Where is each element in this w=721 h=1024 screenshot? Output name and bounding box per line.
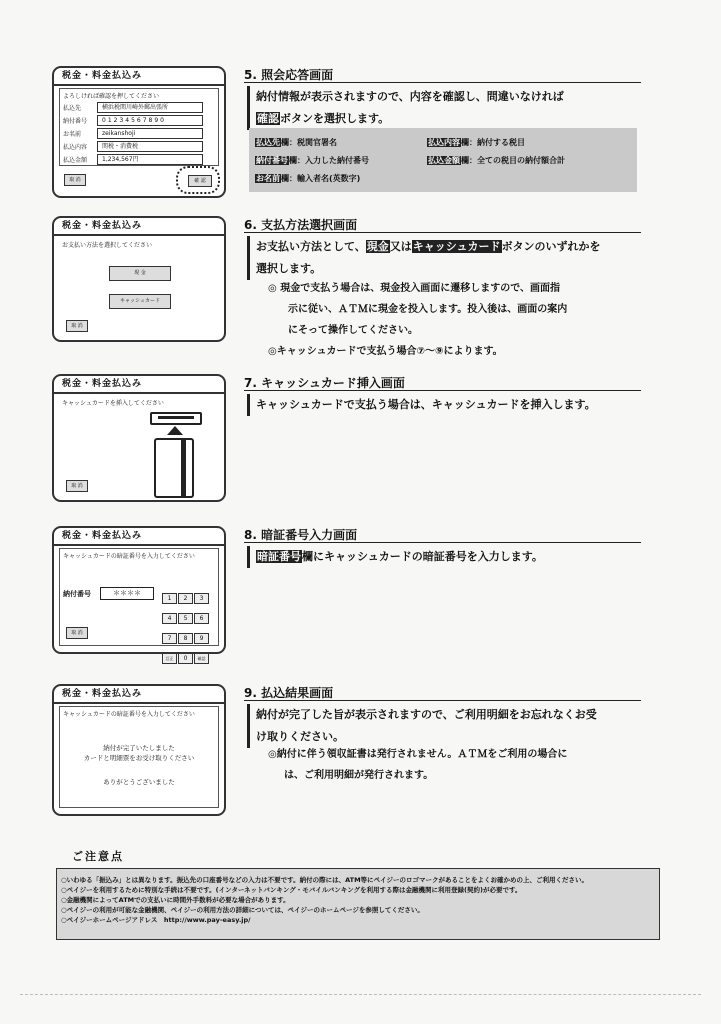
legend-content: 払込内容欄：納付する税目: [428, 138, 525, 147]
atm-caption: キャッシュカードの暗証番号を入力してください: [63, 711, 195, 718]
atm-screen-body: [59, 706, 219, 808]
pin-input[interactable]: ＊＊＊＊: [100, 587, 154, 600]
section-8-heading: 8. 暗証番号入力画面: [244, 528, 358, 542]
legend-amount: 払込金額欄：全ての税目の納付額合計: [428, 156, 565, 165]
caution-line: ○ペイジーホームページアドレス http://www.pay-easy.jp/: [61, 916, 251, 924]
caution-line: ○ペイジーの利用が可能な金融機関、ペイジーの利用方法の詳細については、ペイジーのホームページを参照してください。: [61, 906, 424, 914]
section-7-text: キャッシュカードで支払う場合は、キャッシュカードを挿入します。: [247, 394, 596, 416]
key-5[interactable]: 5: [178, 613, 193, 624]
atm-caption: キャッシュカードを挿入してください: [62, 400, 164, 407]
atm-screen-payment-method: [52, 216, 226, 342]
card-icon: [154, 438, 194, 498]
cash-button[interactable]: 現 金: [109, 266, 171, 281]
key-8[interactable]: 8: [178, 633, 193, 644]
section-9-text: 納付が完了した旨が表示されますので、ご利用明細をお忘れなくお受 け取りください。: [247, 704, 597, 748]
section-8-rule: [244, 542, 641, 543]
atm-screen-result: [52, 684, 226, 816]
atm-screen-title: 税金・料金払込み: [54, 528, 224, 546]
caution-title: ご注意点: [72, 850, 124, 863]
key-4[interactable]: 4: [162, 613, 177, 624]
section-7-rule: [244, 390, 641, 391]
atm-screen-pin: [52, 526, 226, 662]
legend-name: お名前欄：輸入者名(英数字): [256, 174, 361, 183]
key-7[interactable]: 7: [162, 633, 177, 644]
section-8-text: 暗証番号欄にキャッシュカードの暗証番号を入力します。: [247, 546, 543, 568]
field-payee: 払込先 横浜税関川崎外郵出張所: [63, 102, 203, 113]
caution-line: ○ペイジーを利用するために特別な手続は不要です。(インターネットバンキング・モバイルバンキングを利用する際は金融機関に利用登録(契約)が必要です。: [61, 886, 522, 894]
section-5-heading: 5. 照会応答画面: [244, 68, 334, 82]
section-9-heading: 9. 払込結果画面: [244, 686, 334, 700]
field-content: 払込内容 関税・消費税: [63, 141, 203, 152]
caution-line: ○金融機関によってATMでの支払いに時間外手数料が必要な場合があります。: [61, 896, 290, 904]
result-message: 納付が完了いたしました カードと明細票をお受け取りください ありがとうございました: [83, 744, 195, 786]
key-6[interactable]: 6: [194, 613, 209, 624]
cancel-button[interactable]: 取 消: [66, 320, 88, 332]
caution-box: [56, 868, 660, 940]
section-9-note: ◎納付に伴う領収証書は発行されません。ＡＴＭをご利用の場合に は、ご利用明細が発行されます。: [268, 749, 568, 781]
section-6-rule: [244, 232, 641, 233]
section-5-rule: [244, 82, 641, 83]
section-9-rule: [244, 700, 641, 701]
footer-dotted-rule: [20, 994, 701, 995]
key-9[interactable]: 9: [194, 633, 209, 644]
section-5-text: 納付情報が表示されますので、内容を確認し、問違いなければ 確認ボタンを選択します。: [247, 86, 564, 130]
atm-caption: お支払い方法を選択してください: [62, 242, 153, 249]
atm-screen-title: 税金・料金払込み: [54, 376, 224, 394]
legend-number: 納付番号欄：入力した納付番号: [256, 156, 369, 165]
section-6-heading: 6. 支払方法選択画面: [244, 218, 358, 232]
atm-screen-inquiry: [52, 66, 226, 198]
atm-screen-body: [59, 88, 219, 166]
cancel-button[interactable]: 取 消: [66, 480, 88, 492]
key-2[interactable]: 2: [178, 593, 193, 604]
caution-line: ○いわゆる「振込み」とは異なります。振込先の口座番号などの入力は不要です。納付の際には、ATM等にペイジーのロゴマークがあることをよくお確かめの上、ご利用ください。: [61, 876, 589, 884]
key-1[interactable]: 1: [162, 593, 177, 604]
atm-screen-body: [59, 548, 219, 662]
legend-payee: 払込先欄：税関官署名: [256, 138, 337, 147]
section-7-heading: 7. キャッシュカード挿入画面: [244, 376, 405, 390]
confirm-button[interactable]: 確 認: [188, 175, 212, 187]
atm-caption: キャッシュカードの暗証番号を入力してください: [63, 553, 195, 560]
key-confirm[interactable]: 確認: [194, 653, 209, 664]
field-amount: 払込金額 1,234,567円: [63, 154, 203, 165]
atm-caption: よろしければ確認を押してください: [63, 93, 160, 100]
arrow-up-icon: [167, 426, 183, 435]
cash-card-button[interactable]: キャッシュカード: [109, 294, 171, 309]
cancel-button[interactable]: 取 消: [66, 627, 88, 639]
section-5-field-legend: [249, 128, 637, 192]
card-slot-icon: [150, 412, 202, 425]
section-6-text: お支払い方法として、現金又はキャッシュカードボタンのいずれかを 選択します。: [247, 236, 601, 280]
field-payment-number: 納付番号 01234567890: [63, 115, 203, 126]
key-0[interactable]: 0: [178, 653, 193, 664]
cancel-button[interactable]: 取 消: [64, 174, 86, 186]
field-name: お名前 zeikanshoji: [63, 128, 203, 139]
atm-screen-title: 税金・料金払込み: [54, 68, 224, 86]
key-correct[interactable]: 訂正: [162, 653, 177, 664]
pin-label: 納付番号: [63, 590, 91, 598]
key-3[interactable]: 3: [194, 593, 209, 604]
atm-screen-title: 税金・料金払込み: [54, 218, 224, 236]
keypad: [162, 585, 210, 665]
section-6-note: ◎ 現金で支払う場合は、現金投入画面に遷移しますので、画面指 示に従い、ＡＴＭに現金を投入します。投入後は、画面の案内 にそって操作してください。 ◎キャッシュカードで支払う場合⑦～⑨によります。: [268, 283, 568, 357]
atm-screen-title: 税金・料金払込み: [54, 686, 224, 704]
atm-screen-card-insert: [52, 374, 226, 502]
